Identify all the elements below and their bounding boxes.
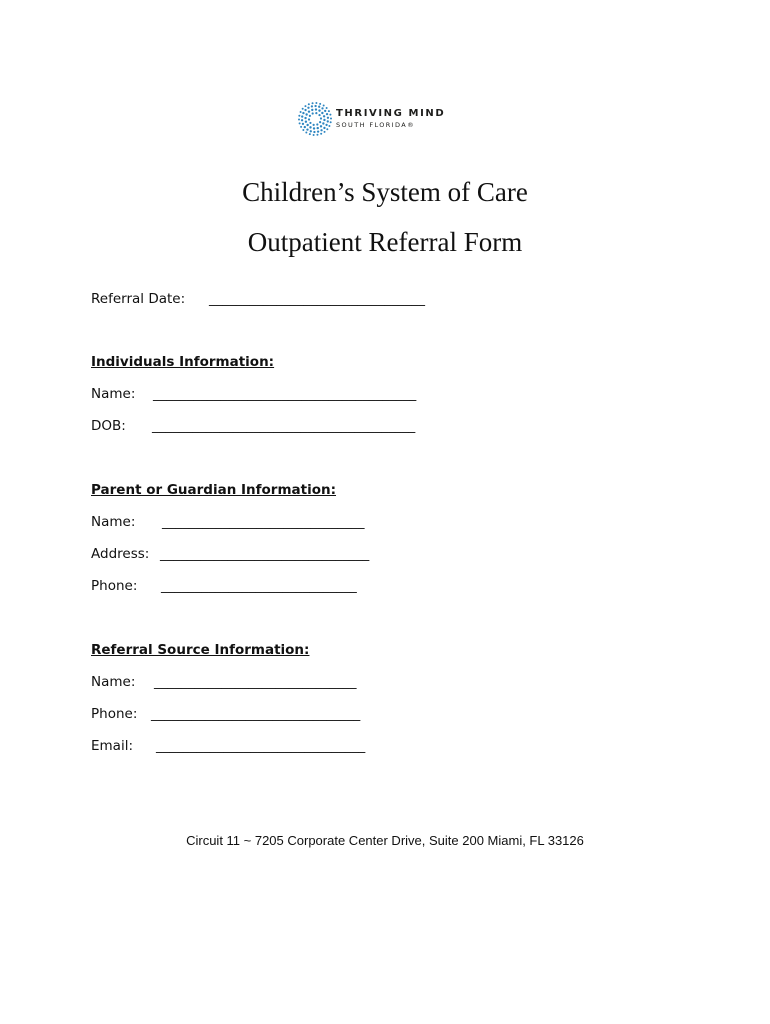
guardian-heading: Parent or Guardian Information: bbox=[91, 482, 337, 498]
source-name-label: Name: bbox=[91, 674, 136, 690]
referral-date-field[interactable]: ________________________________ bbox=[209, 291, 425, 307]
individuals-heading: Individuals Information: bbox=[91, 354, 275, 370]
guardian-name-label: Name: bbox=[91, 514, 136, 530]
guardian-address-label: Address: bbox=[91, 546, 150, 562]
guardian-name-field[interactable]: ______________________________ bbox=[162, 514, 365, 530]
guardian-phone-field[interactable]: _____________________________ bbox=[161, 578, 357, 594]
individual-dob-field[interactable]: _______________________________________ bbox=[152, 418, 416, 434]
referral-source-heading: Referral Source Information: bbox=[91, 642, 310, 658]
source-email-label: Email: bbox=[91, 738, 134, 754]
guardian-address-field[interactable]: _______________________________ bbox=[160, 546, 370, 562]
guardian-phone-label: Phone: bbox=[91, 578, 138, 594]
footer-address: Circuit 11 ~ 7205 Corporate Center Drive, Suite 200 Miami, FL 33126 bbox=[186, 833, 584, 848]
source-phone-field[interactable]: _______________________________ bbox=[151, 706, 361, 722]
source-email-field[interactable]: _______________________________ bbox=[156, 738, 366, 754]
individual-name-label: Name: bbox=[91, 386, 136, 402]
starburst-circle-icon bbox=[298, 101, 332, 137]
form-title: Children’s System of Care bbox=[242, 177, 528, 207]
individual-dob-label: DOB: bbox=[91, 418, 126, 434]
referral-date-label: Referral Date: bbox=[91, 291, 186, 307]
source-phone-label: Phone: bbox=[91, 706, 138, 722]
brand-name: THRIVING MIND bbox=[336, 108, 446, 119]
form-subtitle: Outpatient Referral Form bbox=[247, 227, 523, 257]
individual-name-field[interactable]: _______________________________________ bbox=[153, 386, 417, 402]
source-name-field[interactable]: ______________________________ bbox=[154, 674, 357, 690]
brand-subtitle: SOUTH FLORIDA® bbox=[336, 121, 416, 129]
logo bbox=[298, 101, 458, 137]
